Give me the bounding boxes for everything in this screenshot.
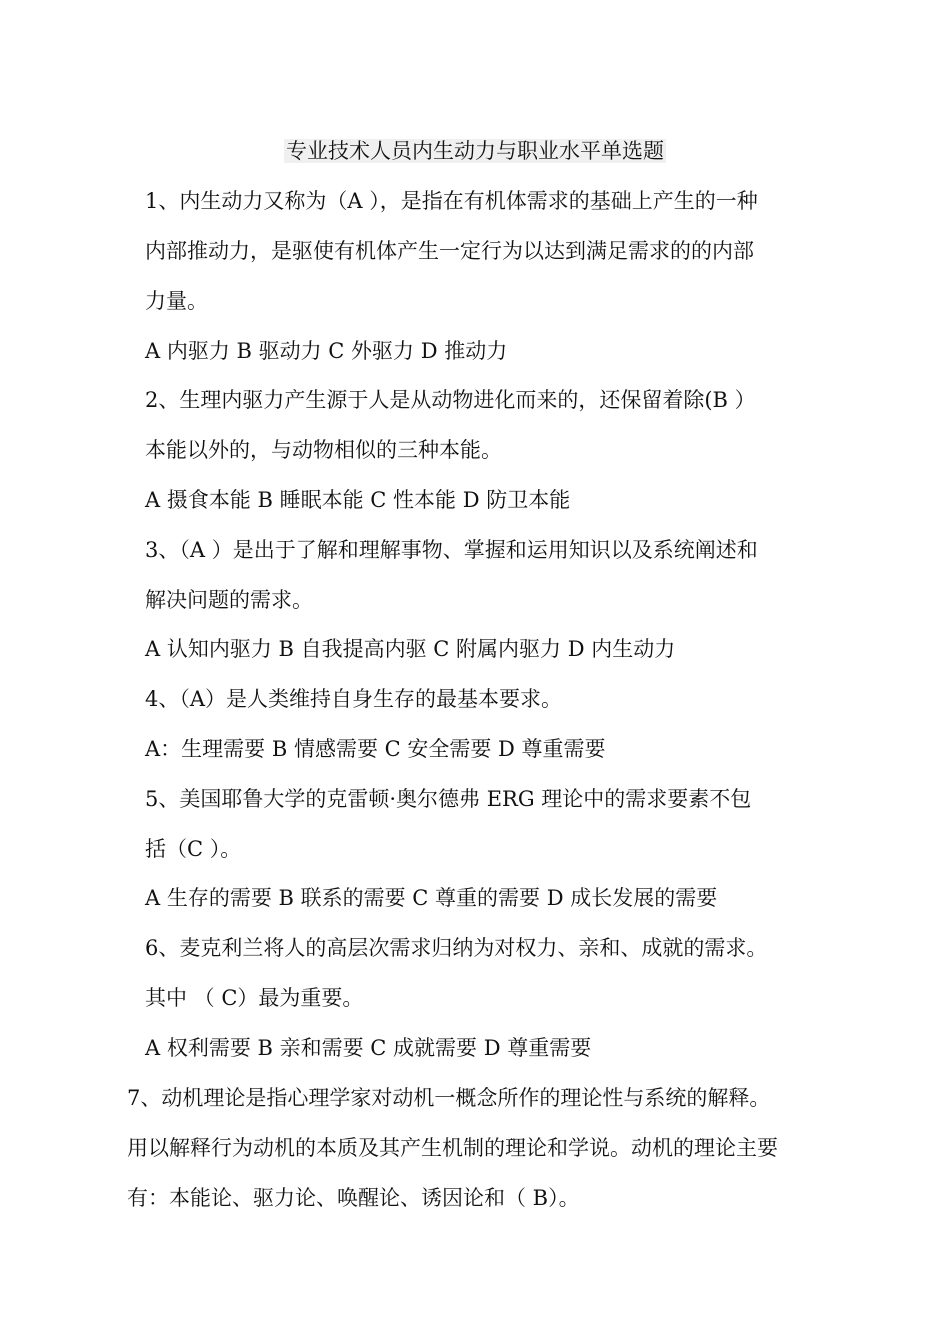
document-title-text: 专业技术人员内生动力与职业水平单选题 bbox=[286, 139, 664, 163]
question-2-line-1: 2、生理内驱力产生源于人是从动物进化而来的，还保留着除(B ） bbox=[145, 388, 756, 412]
question-5-options: A 生存的需要 B 联系的需要 C 尊重的需要 D 成长发展的需要 bbox=[145, 886, 718, 910]
question-1-line-1: 1、内生动力又称为（A ），是指在有机体需求的基础上产生的一种 bbox=[145, 189, 758, 213]
question-2-options: A 摄食本能 B 睡眠本能 C 性本能 D 防卫本能 bbox=[145, 488, 571, 512]
question-7-line-1: 7、动机理论是指心理学家对动机一概念所作的理论性与系统的解释。 bbox=[127, 1086, 771, 1110]
question-6-options: A 权利需要 B 亲和需要 C 成就需要 D 尊重需要 bbox=[145, 1036, 592, 1060]
question-1-options: A 内驱力 B 驱动力 C 外驱力 D 推动力 bbox=[145, 339, 508, 363]
question-1-line-2: 内部推动力，是驱使有机体产生一定行为以达到满足需求的的内部 bbox=[145, 239, 754, 263]
question-6-line-1: 6、麦克利兰将人的高层次需求归纳为对权力、亲和、成就的需求。 bbox=[145, 936, 768, 960]
question-3-line-1: 3、（A ）是出于了解和理解事物、掌握和运用知识以及系统阐述和 bbox=[145, 538, 758, 562]
question-3-options: A 认知内驱力 B 自我提高内驱 C 附属内驱力 D 内生动力 bbox=[145, 637, 676, 661]
question-4-line-1: 4、（A）是人类维持自身生存的最基本要求。 bbox=[145, 687, 563, 711]
question-2-line-2: 本能以外的，与动物相似的三种本能。 bbox=[145, 438, 502, 462]
question-3-line-2: 解决问题的需求。 bbox=[145, 588, 313, 612]
document-title bbox=[0, 134, 950, 168]
question-5-line-2: 括（C ）。 bbox=[145, 837, 242, 861]
question-4-options: A：生理需要 B 情感需要 C 安全需要 D 尊重需要 bbox=[145, 737, 606, 761]
question-1-line-3: 力量。 bbox=[145, 289, 208, 313]
question-5-line-1: 5、美国耶鲁大学的克雷顿·奥尔德弗 ERG 理论中的需求要素不包 bbox=[145, 787, 752, 811]
question-6-line-2: 其中 （ C）最为重要。 bbox=[145, 986, 364, 1010]
question-7-line-3: 有：本能论、驱力论、唤醒论、诱因论和（ B）。 bbox=[127, 1186, 580, 1210]
question-7-line-2: 用以解释行为动机的本质及其产生机制的理论和学说。动机的理论主要 bbox=[127, 1136, 778, 1160]
